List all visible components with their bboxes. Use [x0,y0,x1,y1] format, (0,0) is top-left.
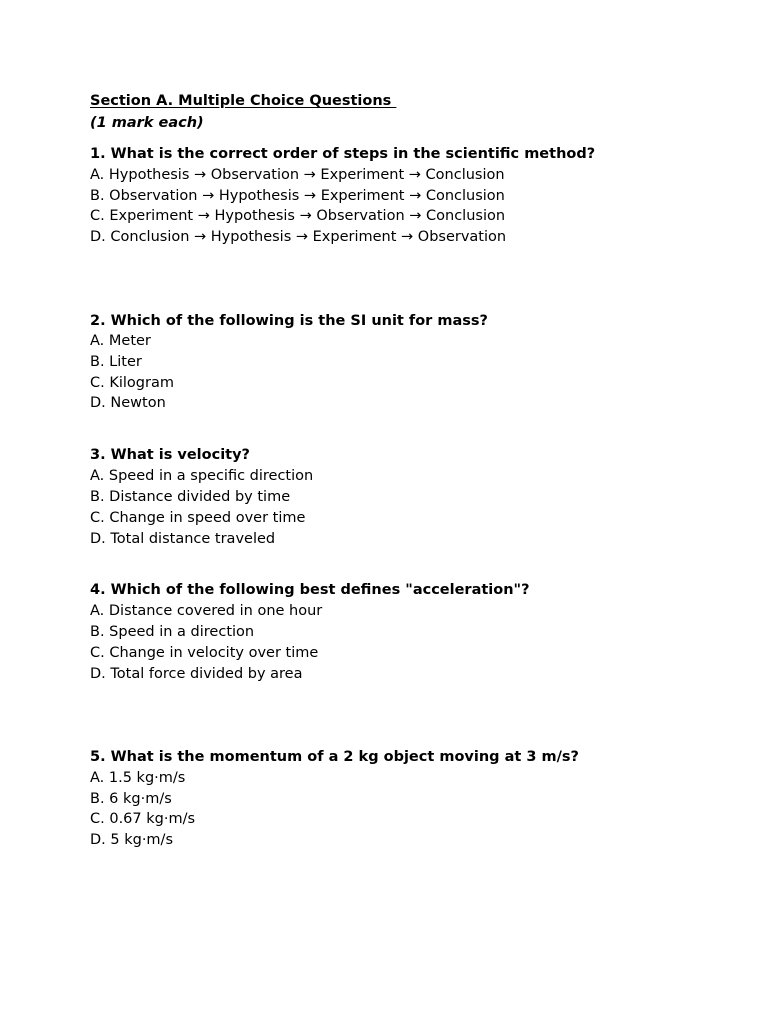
option-a: A. Speed in a specific direction [90,468,314,484]
option-c: C. Change in speed over time [90,510,306,526]
option-a: A. Distance covered in one hour [90,603,323,619]
option-b: B. Speed in a direction [90,624,255,640]
question-text: 5. What is the momentum of a 2 kg object moving at 3 m/s? [90,749,579,765]
option-d: D. Total distance traveled [90,531,276,547]
option-b: B. Liter [90,354,142,370]
option-c: C. Experiment → Hypothesis → Observation → Conclusion [90,208,506,224]
option-d: D. 5 kg·m/s [90,832,173,848]
option-d: D. Total force divided by area [90,666,303,682]
option-c: C. Change in velocity over time [90,645,319,661]
option-b: B. Observation → Hypothesis → Experiment → Conclusion [90,188,505,204]
option-d: D. Newton [90,395,166,411]
option-b: B. 6 kg·m/s [90,791,172,807]
question-text: 2. Which of the following is the SI unit for mass? [90,313,488,329]
section-title: Section A. Multiple Choice Questions [90,93,397,109]
option-c: C. Kilogram [90,375,174,391]
option-d: D. Conclusion → Hypothesis → Experiment → Observation [90,229,507,245]
marks-note: (1 mark each) [90,115,204,131]
question-text: 3. What is velocity? [90,447,250,463]
question-text: 1. What is the correct order of steps in the scientific method? [90,146,596,162]
option-a: A. 1.5 kg·m/s [90,770,186,786]
question-text: 4. Which of the following best defines "acceleration"? [90,582,530,598]
option-b: B. Distance divided by time [90,489,291,505]
option-a: A. Hypothesis → Observation → Experiment → Conclusion [90,167,505,183]
option-c: C. 0.67 kg·m/s [90,811,196,827]
option-a: A. Meter [90,333,151,349]
